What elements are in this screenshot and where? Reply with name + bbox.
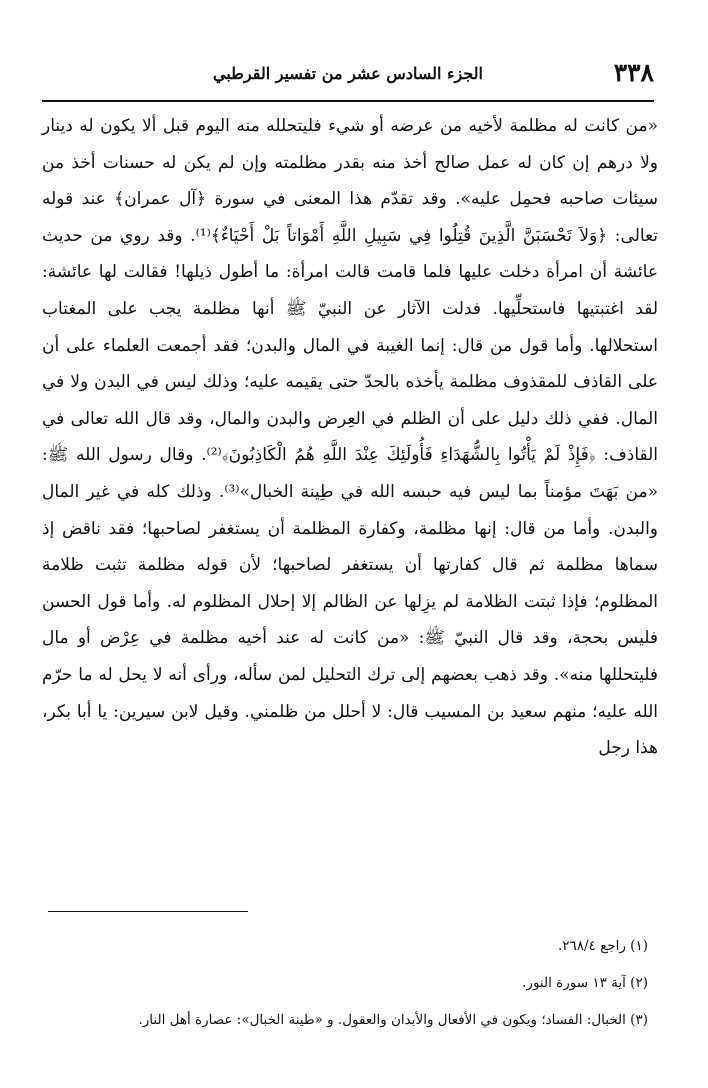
main-text <box>42 108 658 767</box>
running-title: الجزء السادس عشر من تفسير القرطبي <box>213 64 483 83</box>
footnote-3: (٣) الخبال: الفساد؛ ويكون في الأفعال والأبدان والعقول. و «طينة الخبال»: عصارة أهل النار. <box>138 1012 648 1028</box>
footnote-1: (١) راجع ٢٦٨/٤. <box>557 938 648 954</box>
footnotes <box>40 928 648 1039</box>
header-divider <box>42 100 654 102</box>
footnote-divider <box>48 911 248 912</box>
page-number: ٣٣٨ <box>613 58 654 87</box>
footnote-2: (٢) آية ١٣ سورة النور. <box>522 975 648 991</box>
body-paragraph: «من كانت له مظلمة لأخيه من عرضه أو شيء فليتحلله منه اليوم قبل ألا يكون له دينار ولا درهم إن كان له عمل صالح أخذ منه بقدر مظلمته وإن لم يكن له حسنات أخذ من سيئات صاحبه فحمِل عليه». وقد تقدّم هذا المعنى في سورة ﴿آل عمران﴾ عند قوله تعالى: ﴿وَلاَ تَحْسَبَنَّ الَّذِينَ قُتِلُوا فِي سَبِيلِ اللَّهِ أَمْوَاتاً بَلْ أَحْيَاءٌ﴾⁽¹⁾. وقد روي من حديث عائشة أن امرأة دخلت عليها فلما قامت قالت امرأة: ما أطول ذيلها! فقالت لها عائشة: لقد اغتبتيها فاستحلِّيها. فدلت الآثار عن النبيّ ﷺ أنها مظلمة يجب على المغتاب استحلالها. وأما قول من قال: إنما الغيبة في المال والبدن؛ فقد أجمعت العلماء على أن على القاذف للمقذوف مظلمة يأخذه بالحدّ حتى يقيمه عليه؛ وذلك ليس في البدن ولا في المال. ففي ذلك دليل على أن الظلم في العِرض والبدن والمال، وقد قال الله تعالى في القاذف: ﴿فَإِذْ لَمْ يَأْتُوا بِالشُّهَدَاءِ فَأُولَئِكَ عِنْدَ اللَّهِ هُمُ الْكَاذِبُونَ﴾⁽²⁾. وقال رسول الله ﷺ: «من بَهَتَ مؤمناً بما ليس فيه حبسه الله في طِينة الخبال»⁽³⁾. وذلك كله في غير المال والبدن. وأما من قال: إنها مظلمة، وكفارة المظلمة أن يستغفر لصاحبها؛ فقد ناقض إذ سماها مظلمة ثم قال كفارتها أن يستغفر لصاحبها؛ لأن قوله مظلمة تثبت ظلامة المظلوم؛ فإذا ثبتت الظلامة لم يزِلها عن الظالم إلا إحلال المظلوم له. وأما قول الحسن فليس بحجة، وقد قال النبيّ ﷺ: «من كانت له عند أخيه مظلمة في عِرْض أو مال فليتحللها منه». وقد ذهب بعضهم إلى ترك التحليل لمن سأله، ورأى أنه لا يحل له ما حرّم الله عليه؛ منهم سعيد بن المسيب قال: لا أحلل من ظلمني. وقيل لابن سيرين: يا أبا بكر، هذا رجل <box>42 116 658 759</box>
page-header <box>42 58 654 98</box>
